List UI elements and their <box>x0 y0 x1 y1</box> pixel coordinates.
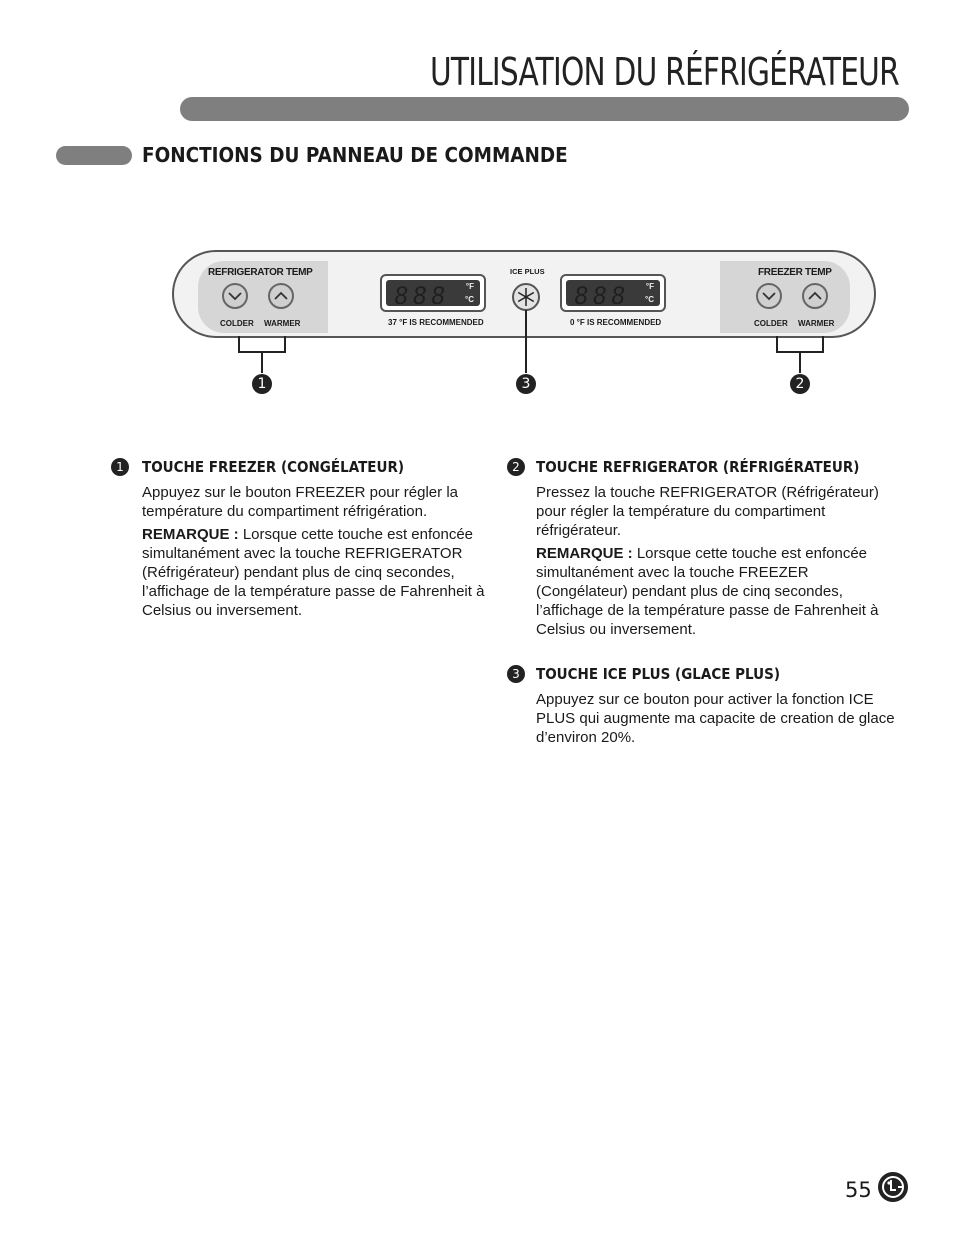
page-title: UTILISATION DU RÉFRIGÉRATEUR <box>430 50 899 94</box>
fridge-digits: 888 <box>392 282 452 310</box>
fridge-colder-button[interactable] <box>222 283 248 309</box>
freezer-warmer-button[interactable] <box>802 283 828 309</box>
freezer-temp-area <box>720 261 850 333</box>
fridge-unit-c: °C <box>465 295 474 304</box>
callout-line <box>525 310 527 373</box>
callout-3: 3 <box>516 374 536 394</box>
title-bar <box>180 97 909 121</box>
item-title-2: TOUCHE REFRIGERATOR (RÉFRIGÉRATEUR) <box>536 458 860 476</box>
item-note-2 <box>536 544 901 639</box>
note-text: Lorsque cette touche est enfoncée simultanément avec la touche FREEZER (Congélateur) pendant plus de cinq secondes, l’affichage de la température passe de Fahrenheit à Celsius ou inversement. <box>536 545 879 638</box>
section-title: FONCTIONS DU PANNEAU DE COMMANDE <box>142 143 568 167</box>
callout-line <box>776 336 778 352</box>
note-label: REMARQUE : <box>142 526 239 543</box>
item-text-3: Appuyez sur ce bouton pour activer la fonction ICE PLUS qui augmente ma capacite de creation de glace d’environ 20%. <box>536 691 895 746</box>
fridge-warmer-button[interactable] <box>268 283 294 309</box>
callout-1: 1 <box>252 374 272 394</box>
freezer-colder-button[interactable] <box>756 283 782 309</box>
refrigerator-temp-area <box>198 261 328 333</box>
chevron-down-icon <box>762 291 776 301</box>
freezer-unit-c: °C <box>645 295 654 304</box>
callout-2: 2 <box>790 374 810 394</box>
freezer-unit-f: °F <box>645 282 654 291</box>
lg-logo-icon <box>878 1172 908 1202</box>
fridge-warmer-label: WARMER <box>264 319 301 328</box>
ice-plus-label: ICE PLUS <box>510 267 545 276</box>
item-number-1: 1 <box>111 458 129 476</box>
note-label: REMARQUE : <box>536 545 633 562</box>
callout-line <box>284 336 286 352</box>
freezer-colder-label: COLDER <box>754 319 788 328</box>
refrigerator-temp-label: REFRIGERATOR TEMP <box>208 267 313 278</box>
item-text-2: Pressez la touche REFRIGERATOR (Réfrigérateur) pour régler la température du compartiment réfrigérateur. <box>536 484 879 539</box>
freezer-display <box>560 274 666 312</box>
note-text: Lorsque cette touche est enfoncée simultanément avec la touche REFRIGERATOR (Réfrigérateur) pendant plus de cinq secondes, l’affichage de la température passe de Fahrenheit à Celsius ou inversement. <box>142 526 485 619</box>
fridge-colder-label: COLDER <box>220 319 254 328</box>
fridge-display <box>380 274 486 312</box>
callout-line <box>799 351 801 373</box>
item-title-1: TOUCHE FREEZER (CONGÉLATEUR) <box>142 458 405 476</box>
item-text-1: Appuyez sur le bouton FREEZER pour régler la température du compartiment réfrigération. <box>142 484 458 520</box>
control-panel <box>172 250 876 338</box>
freezer-recommended: 0 °F IS RECOMMENDED <box>570 318 662 327</box>
fridge-unit-f: °F <box>465 282 474 291</box>
item-number-2: 2 <box>507 458 525 476</box>
freezer-digits: 888 <box>572 282 632 310</box>
item-note-1 <box>142 525 507 620</box>
fridge-recommended: 37 °F IS RECOMMENDED <box>388 318 484 327</box>
item-title-3: TOUCHE ICE PLUS (GLACE PLUS) <box>536 665 781 683</box>
freezer-temp-label: FREEZER TEMP <box>758 267 832 278</box>
ice-plus-button[interactable] <box>512 283 540 311</box>
chevron-up-icon <box>274 291 288 301</box>
section-marker <box>56 146 132 165</box>
item-number-3: 3 <box>507 665 525 683</box>
page-number: 55 <box>845 1178 872 1202</box>
chevron-down-icon <box>228 291 242 301</box>
callout-line <box>238 336 240 352</box>
chevron-up-icon <box>808 291 822 301</box>
callout-line <box>822 336 824 352</box>
freezer-warmer-label: WARMER <box>798 319 835 328</box>
snowflake-icon <box>516 287 536 307</box>
callout-line <box>261 351 263 373</box>
